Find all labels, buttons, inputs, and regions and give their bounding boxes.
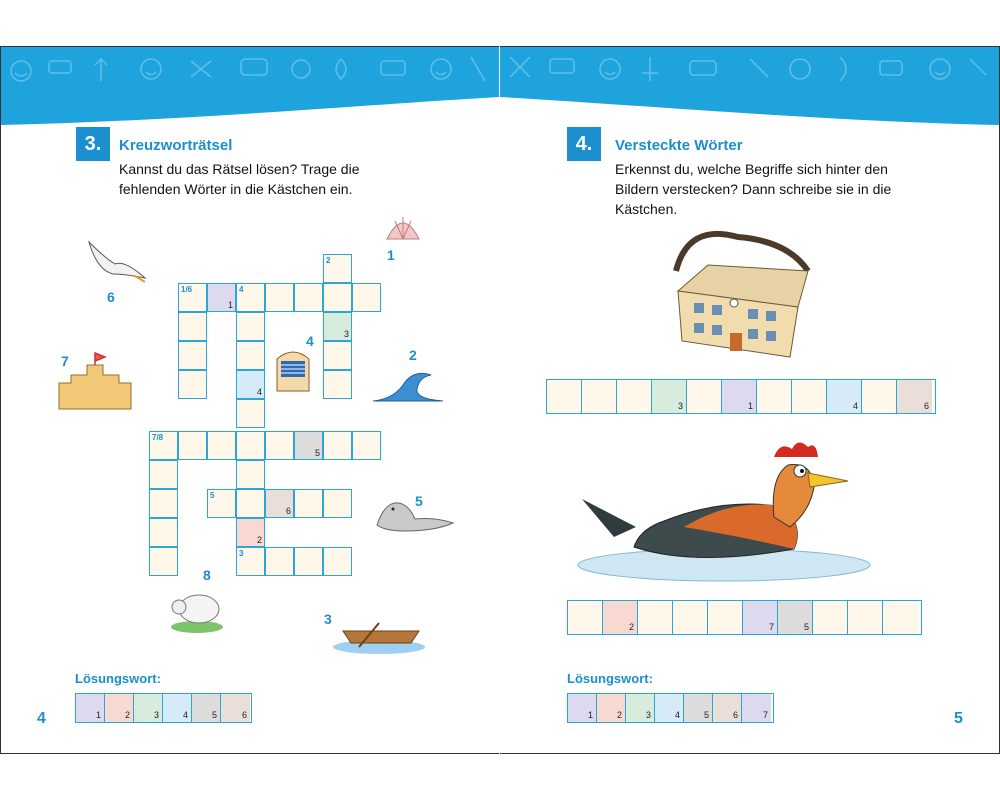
crossword-cell[interactable] <box>178 312 207 341</box>
solution-index: 3 <box>645 710 651 720</box>
clue-label: 5 <box>210 491 215 500</box>
school-bag-picture <box>668 231 818 361</box>
crossword-cell[interactable] <box>265 431 294 460</box>
solution-index: 5 <box>314 448 320 458</box>
solution-index: 2 <box>616 710 622 720</box>
instructions-line-2: Bildern verstecken? Dann schreibe sie in die <box>615 181 892 197</box>
answer-box[interactable] <box>582 380 617 413</box>
solution-index: 7 <box>762 710 768 720</box>
solution-index: 1 <box>227 300 233 310</box>
rowboat-picture <box>331 617 431 657</box>
crossword-cell[interactable] <box>236 460 265 489</box>
wave-picture <box>373 365 443 405</box>
solution-index: 4 <box>182 710 188 720</box>
crossword-cell[interactable] <box>207 283 236 312</box>
solution-index: 6 <box>285 506 291 516</box>
solution-label: Lösungswort: <box>567 671 653 686</box>
exercise-title: Kreuzworträtsel <box>119 137 233 154</box>
picture-number: 4 <box>306 333 314 349</box>
page-right <box>500 46 1000 754</box>
crossword-cell[interactable] <box>294 547 323 576</box>
solution-index: 3 <box>677 401 683 411</box>
answer-box[interactable] <box>673 601 708 634</box>
solution-index: 1 <box>747 401 753 411</box>
solution-box[interactable] <box>597 694 626 722</box>
answer-box[interactable] <box>792 380 827 413</box>
solution-index: 2 <box>256 535 262 545</box>
solution-index: 6 <box>241 710 247 720</box>
crossword-cell[interactable] <box>149 489 178 518</box>
crossword-cell[interactable] <box>323 254 352 283</box>
crossword-cell[interactable] <box>236 283 265 312</box>
crossword-cell[interactable] <box>207 489 236 518</box>
answer-box[interactable] <box>848 601 883 634</box>
answer-box[interactable] <box>862 380 897 413</box>
picture-number: 8 <box>203 567 211 583</box>
clue-label: 1/6 <box>181 285 193 294</box>
solution-box[interactable] <box>713 694 742 722</box>
solution-box[interactable] <box>192 694 221 722</box>
crossword-cell[interactable] <box>207 431 236 460</box>
crossword-cell[interactable] <box>149 431 178 460</box>
instructions <box>119 159 360 199</box>
solution-box[interactable] <box>742 694 771 722</box>
solution-box[interactable] <box>684 694 713 722</box>
crossword-cell[interactable] <box>178 370 207 399</box>
crossword-cell[interactable] <box>236 547 265 576</box>
solution-box[interactable] <box>626 694 655 722</box>
clue-label: 7/8 <box>152 433 164 442</box>
instructions-line-1: Erkennst du, welche Begriffe sich hinter den <box>615 161 888 177</box>
solution-box[interactable] <box>163 694 192 722</box>
crossword-cell[interactable] <box>178 283 207 312</box>
solution-index: 3 <box>343 329 349 339</box>
answer-box[interactable] <box>652 380 687 413</box>
page-number: 5 <box>954 710 963 727</box>
instructions <box>615 159 891 219</box>
crossword-cell[interactable] <box>352 431 381 460</box>
clue-label: 4 <box>239 285 244 294</box>
answer-box[interactable] <box>778 601 813 634</box>
answer-box[interactable] <box>827 380 862 413</box>
answer-box[interactable] <box>638 601 673 634</box>
crossword-cell[interactable] <box>294 283 323 312</box>
crossword-cell[interactable] <box>149 460 178 489</box>
picture-number: 5 <box>415 493 423 509</box>
exercise-number-badge: 4. <box>567 127 601 161</box>
instructions-line-1: Kannst du das Rätsel lösen? Trage die <box>119 161 360 177</box>
crossword-cell[interactable] <box>236 341 265 370</box>
book-spread <box>0 46 1000 752</box>
solution-index: 5 <box>803 622 809 632</box>
instructions-line-3: Kästchen. <box>615 201 678 217</box>
crossword-cell[interactable] <box>265 283 294 312</box>
solution-box[interactable] <box>568 694 597 722</box>
answer-box[interactable] <box>708 601 743 634</box>
solution-index: 1 <box>587 710 593 720</box>
solution-index: 5 <box>703 710 709 720</box>
solution-index: 4 <box>674 710 680 720</box>
answer-box[interactable] <box>883 601 918 634</box>
crossword-cell[interactable] <box>323 370 352 399</box>
answer-box[interactable] <box>603 601 638 634</box>
picture-number: 1 <box>387 247 395 263</box>
blue-banner <box>1 47 499 117</box>
answer-box[interactable] <box>897 380 932 413</box>
answer-box[interactable] <box>617 380 652 413</box>
answer-box[interactable] <box>547 380 582 413</box>
solution-index: 7 <box>768 622 774 632</box>
solution-label: Lösungswort: <box>75 671 161 686</box>
answer-boxes-word-1 <box>546 379 936 414</box>
answer-boxes-word-2 <box>567 600 922 635</box>
answer-box[interactable] <box>743 601 778 634</box>
picture-number: 3 <box>324 611 332 627</box>
page-left <box>0 46 499 754</box>
crossword-cell[interactable] <box>294 489 323 518</box>
solution-index: 3 <box>153 710 159 720</box>
solution-word-boxes <box>75 693 252 723</box>
solution-box[interactable] <box>134 694 163 722</box>
crossword-cell[interactable] <box>236 518 265 547</box>
page-number: 4 <box>37 710 46 727</box>
crossword-cell[interactable] <box>236 312 265 341</box>
solution-box[interactable] <box>105 694 134 722</box>
sheep-picture <box>169 587 225 637</box>
seagull-picture <box>85 240 149 290</box>
solution-index: 2 <box>124 710 130 720</box>
shell-picture <box>383 213 423 243</box>
crossword-cell[interactable] <box>236 399 265 428</box>
solution-box[interactable] <box>655 694 684 722</box>
crossword-cell[interactable] <box>323 431 352 460</box>
crossword-cell[interactable] <box>323 283 352 312</box>
solution-box[interactable] <box>221 694 250 722</box>
exercise-number-badge: 3. <box>76 127 110 161</box>
crossword-cell[interactable] <box>265 489 294 518</box>
clue-label: 2 <box>326 256 331 265</box>
solution-index: 2 <box>628 622 634 632</box>
solution-index: 4 <box>256 387 262 397</box>
crossword-cell[interactable] <box>294 431 323 460</box>
clue-label: 3 <box>239 549 244 558</box>
answer-box[interactable] <box>722 380 757 413</box>
crossword-cell[interactable] <box>323 489 352 518</box>
solution-index: 4 <box>852 401 858 411</box>
crossword-cell[interactable] <box>178 341 207 370</box>
crossword-cell[interactable] <box>149 518 178 547</box>
beach-chair-picture <box>273 345 313 395</box>
answer-box[interactable] <box>757 380 792 413</box>
solution-word-boxes <box>567 693 774 723</box>
crossword-cell[interactable] <box>323 341 352 370</box>
answer-box[interactable] <box>813 601 848 634</box>
hen-in-water-picture <box>574 437 864 587</box>
crossword-cell[interactable] <box>265 547 294 576</box>
crossword-cell[interactable] <box>323 547 352 576</box>
picture-number: 2 <box>409 347 417 363</box>
blue-banner <box>500 47 999 117</box>
answer-box[interactable] <box>687 380 722 413</box>
picture-number: 7 <box>61 353 69 369</box>
crossword-cell[interactable] <box>236 489 265 518</box>
exercise-title: Versteckte Wörter <box>615 137 743 154</box>
solution-box[interactable] <box>76 694 105 722</box>
crossword-cell[interactable] <box>352 283 381 312</box>
crossword-cell[interactable] <box>178 431 207 460</box>
solution-index: 1 <box>95 710 101 720</box>
crossword-cell[interactable] <box>236 370 265 399</box>
crossword-cell[interactable] <box>323 312 352 341</box>
picture-number: 6 <box>107 289 115 305</box>
solution-index: 6 <box>923 401 929 411</box>
solution-index: 6 <box>732 710 738 720</box>
crossword-cell[interactable] <box>149 547 178 576</box>
solution-index: 5 <box>211 710 217 720</box>
instructions-line-2: fehlenden Wörter in die Kästchen ein. <box>119 181 353 197</box>
crossword-cell[interactable] <box>236 431 265 460</box>
answer-box[interactable] <box>568 601 603 634</box>
